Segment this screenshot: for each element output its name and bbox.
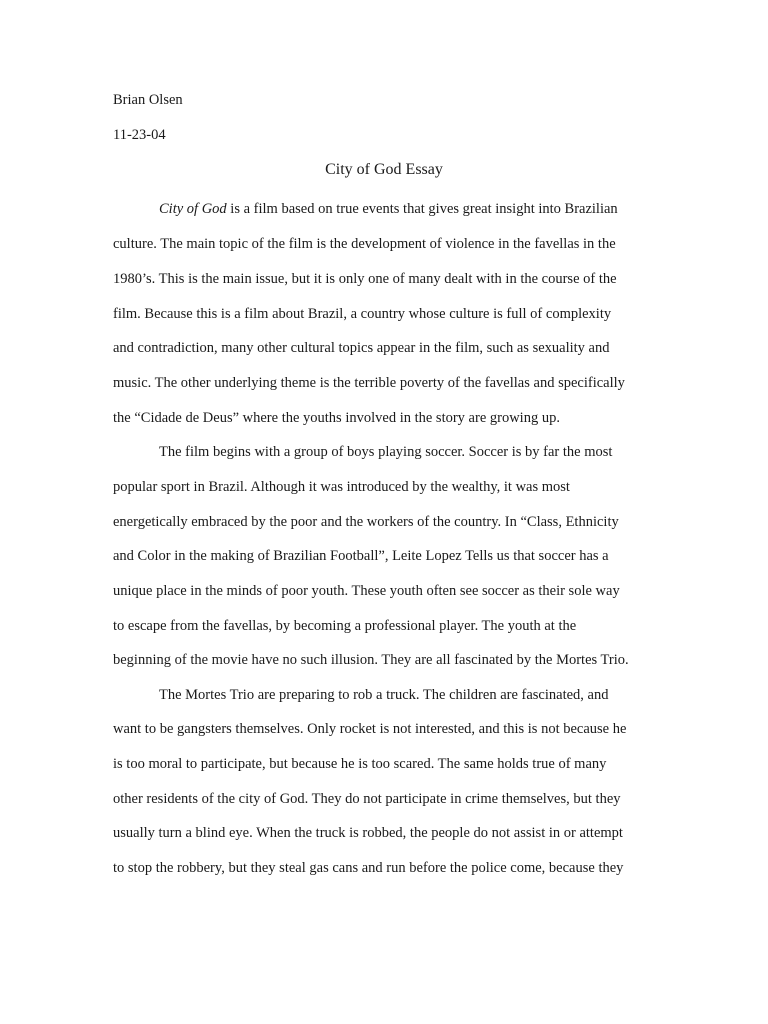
paragraph-1-line-6: music. The other underlying theme is the terrible poverty of the favellas and specifically <box>113 375 625 391</box>
paragraph-1-line-1-rest: is a film based on true events that gives great insight into Brazilian <box>226 201 618 217</box>
paragraph-1-line-5: and contradiction, many other cultural topics appear in the film, such as sexuality and <box>113 340 610 356</box>
author-name: Brian Olsen <box>113 92 183 108</box>
paragraph-2-line-6: to escape from the favellas, by becoming a professional player. The youth at the <box>113 618 577 634</box>
paragraph-1-line-7: the “Cidade de Deus” where the youths involved in the story are growing up. <box>113 410 560 426</box>
paragraph-2-line-3: energetically embraced by the poor and the workers of the country. In “Class, Ethnicity <box>113 514 619 530</box>
paragraph-3-line-5: usually turn a blind eye. When the truck is robbed, the people do not assist in or attempt <box>113 825 623 841</box>
paragraph-3-line-1: The Mortes Trio are preparing to rob a truck. The children are fascinated, and <box>159 687 609 703</box>
paragraph-2-line-2: popular sport in Brazil. Although it was introduced by the wealthy, it was most <box>113 479 570 495</box>
paragraph-3-line-6: to stop the robbery, but they steal gas cans and run before the police come, because they <box>113 860 624 876</box>
paragraph-1-line-4: film. Because this is a film about Brazil, a country whose culture is full of complexity <box>113 306 612 322</box>
paragraph-2-line-1: The film begins with a group of boys playing soccer. Soccer is by far the most <box>159 444 613 460</box>
paragraph-2-line-5: unique place in the minds of poor youth. These youth often see soccer as their sole way <box>113 583 620 599</box>
paragraph-2-line-4: and Color in the making of Brazilian Football”, Leite Lopez Tells us that soccer has a <box>113 548 609 564</box>
paragraph-1-line-2: culture. The main topic of the film is the development of violence in the favellas in the <box>113 236 616 252</box>
essay-title: City of God Essay <box>325 161 443 178</box>
film-title-italic: City of God <box>159 201 227 217</box>
paragraph-3-line-3: is too moral to participate, but because he is too scared. The same holds true of many <box>113 756 607 772</box>
paragraph-3-line-2: want to be gangsters themselves. Only rocket is not interested, and this is not because he <box>113 721 627 737</box>
essay-date: 11-23-04 <box>113 127 166 143</box>
paragraph-1-line-1 <box>159 200 618 218</box>
paragraph-2-line-7: beginning of the movie have no such illusion. They are all fascinated by the Mortes Trio. <box>113 652 629 668</box>
paragraph-3-line-4: other residents of the city of God. They do not participate in crime themselves, but they <box>113 791 621 807</box>
paragraph-1-line-3: 1980’s. This is the main issue, but it is only one of many dealt with in the course of the <box>113 271 617 287</box>
